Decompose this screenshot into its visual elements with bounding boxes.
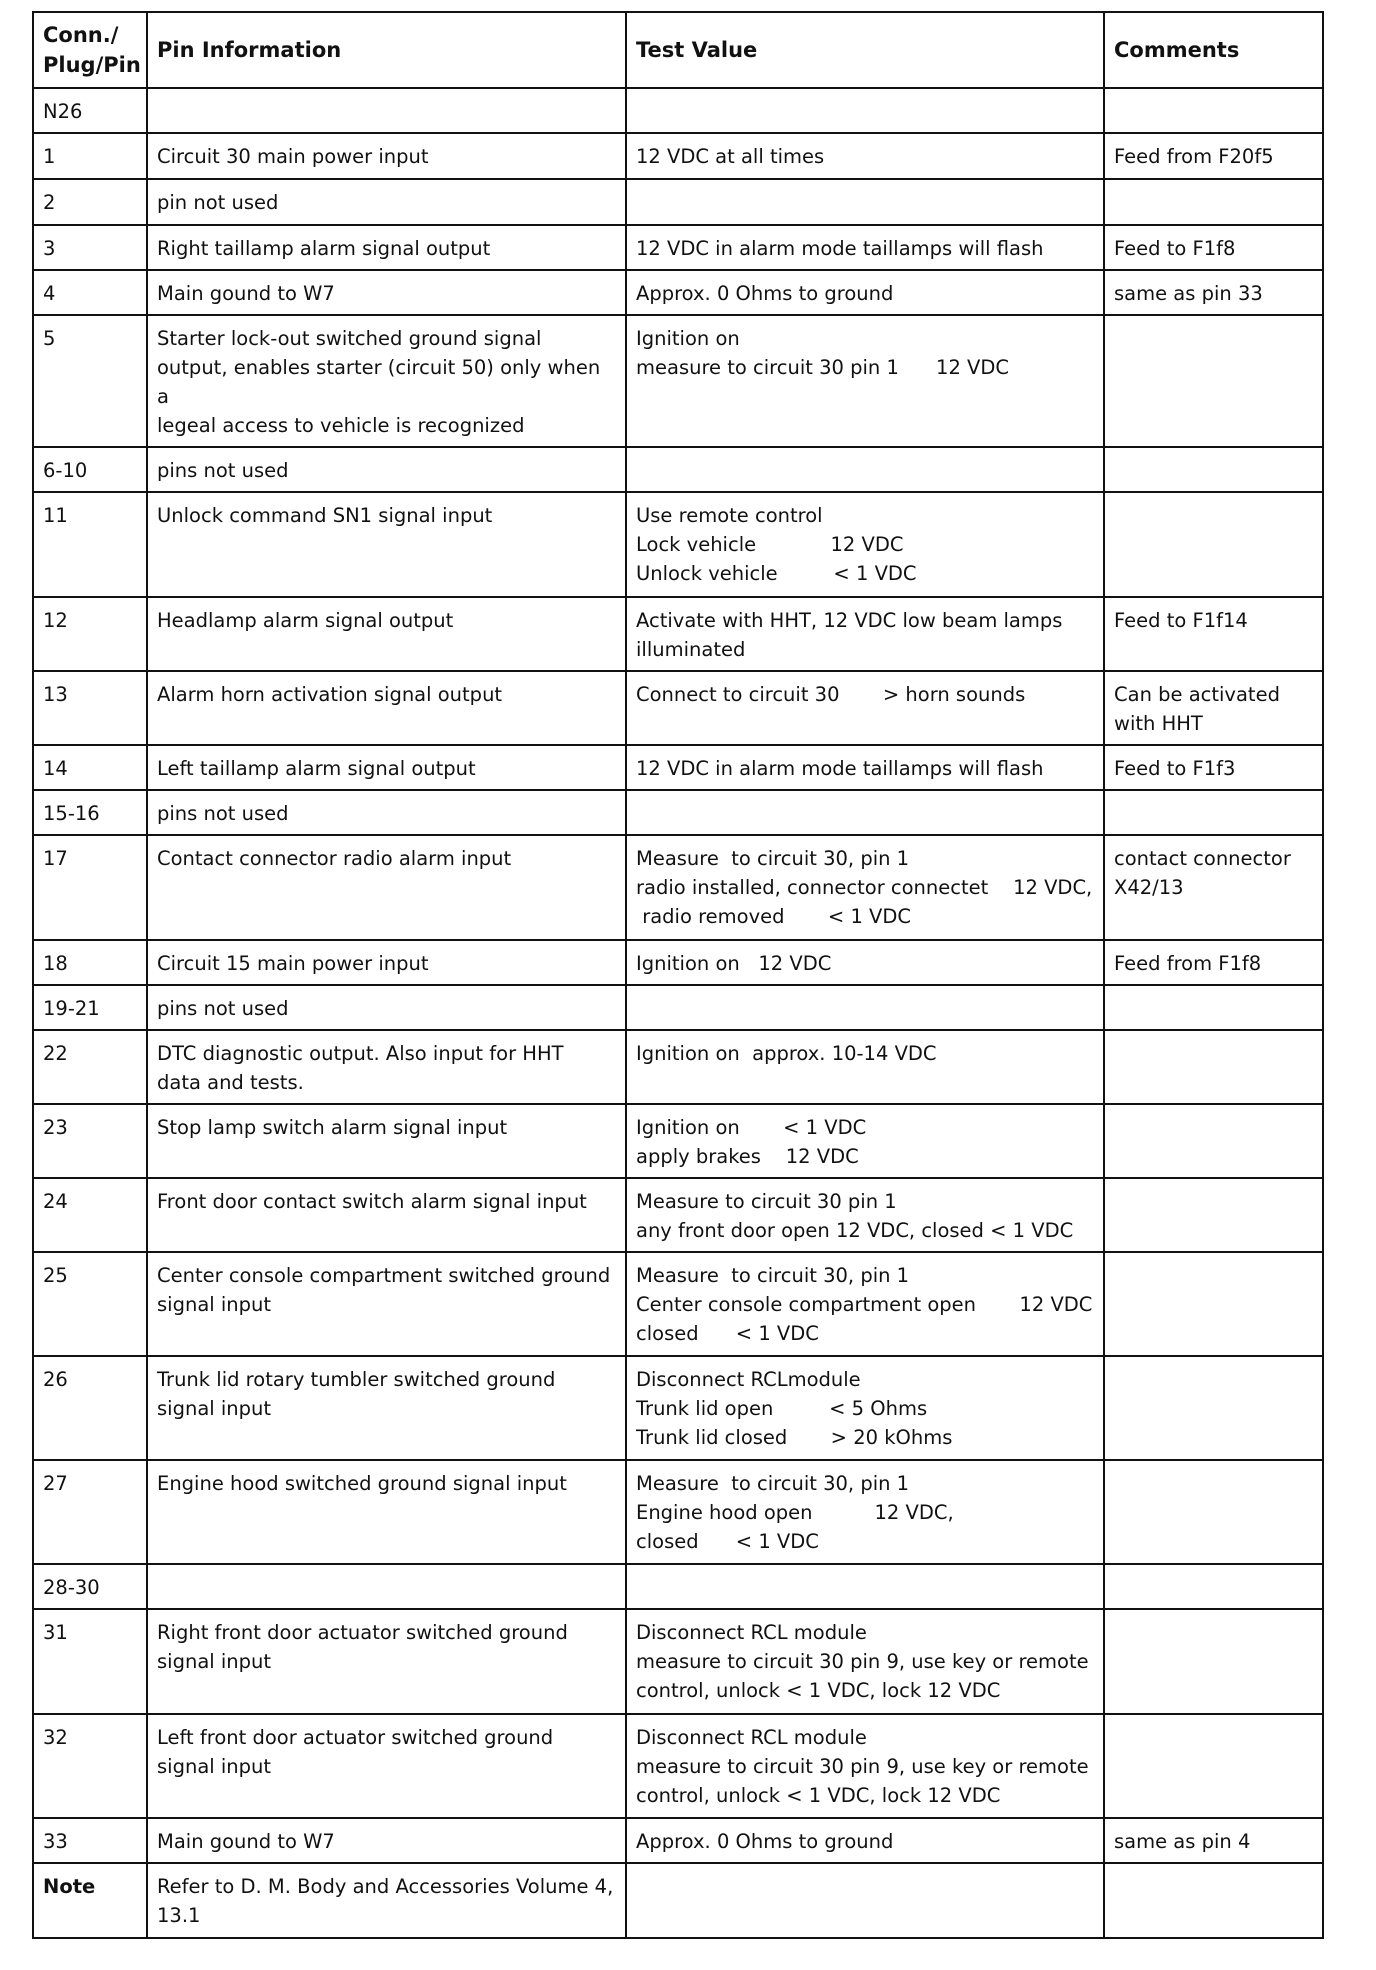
- pin-info-cell: [147, 88, 626, 133]
- test-value-cell: 12 VDC in alarm mode taillamps will flash: [626, 745, 1104, 790]
- comments-cell: Feed from F1f8: [1104, 940, 1323, 985]
- pin-info-cell: pins not used: [147, 790, 626, 835]
- pin-info-cell: Stop lamp switch alarm signal input: [147, 1104, 626, 1178]
- comments-cell: [1104, 985, 1323, 1030]
- comments-cell: [1104, 1564, 1323, 1609]
- header-pin-information: Pin Information: [147, 12, 626, 88]
- comments-cell: [1104, 1460, 1323, 1564]
- pin-info-cell: Unlock command SN1 signal input: [147, 492, 626, 597]
- pin-info-cell: Main gound to W7: [147, 1818, 626, 1863]
- table-row: [33, 447, 1323, 492]
- comments-cell: [1104, 1104, 1323, 1178]
- header-test-value: Test Value: [626, 12, 1104, 88]
- comments-cell: [1104, 1714, 1323, 1818]
- test-value-cell: Measure to circuit 30, pin 1 radio installed, connector connectet 12 VDC, radio removed < 1 VDC: [626, 835, 1104, 940]
- comments-cell: Feed from F20f5: [1104, 133, 1323, 179]
- table-row: [33, 1252, 1323, 1356]
- test-value-cell: Ignition on approx. 10-14 VDC: [626, 1030, 1104, 1104]
- pin-cell: 3: [33, 225, 147, 270]
- test-value-cell: Measure to circuit 30 pin 1 any front door open 12 VDC, closed < 1 VDC: [626, 1178, 1104, 1252]
- pin-info-cell: Engine hood switched ground signal input: [147, 1460, 626, 1564]
- pin-info-cell: Right taillamp alarm signal output: [147, 225, 626, 270]
- table-row: [33, 940, 1323, 985]
- pin-info-cell: Contact connector radio alarm input: [147, 835, 626, 940]
- table-row: [33, 225, 1323, 270]
- pin-cell: 31: [33, 1609, 147, 1714]
- table-row: [33, 88, 1323, 133]
- table-row: [33, 1609, 1323, 1714]
- test-value-cell: Use remote control Lock vehicle 12 VDC Unlock vehicle < 1 VDC: [626, 492, 1104, 597]
- pin-info-cell: Circuit 30 main power input: [147, 133, 626, 179]
- table-row: [33, 835, 1323, 940]
- test-value-cell: Connect to circuit 30 > horn sounds: [626, 671, 1104, 745]
- pin-cell: 12: [33, 597, 147, 671]
- pin-cell: 22: [33, 1030, 147, 1104]
- test-value-cell: Approx. 0 Ohms to ground: [626, 270, 1104, 315]
- test-value-cell: Approx. 0 Ohms to ground: [626, 1818, 1104, 1863]
- pin-info-cell: pin not used: [147, 179, 626, 225]
- pin-cell: 33: [33, 1818, 147, 1863]
- table-row: [33, 671, 1323, 745]
- comments-cell: [1104, 1356, 1323, 1460]
- pin-info-cell: Left taillamp alarm signal output: [147, 745, 626, 790]
- pin-cell: 15-16: [33, 790, 147, 835]
- pin-cell: 24: [33, 1178, 147, 1252]
- pin-cell: 6-10: [33, 447, 147, 492]
- pin-cell: 27: [33, 1460, 147, 1564]
- comments-cell: [1104, 1863, 1323, 1938]
- pin-cell: Note: [33, 1863, 147, 1938]
- comments-cell: [1104, 315, 1323, 447]
- table-row: [33, 315, 1323, 447]
- table-row: [33, 133, 1323, 179]
- test-value-cell: Ignition on measure to circuit 30 pin 1 12 VDC: [626, 315, 1104, 447]
- pin-cell: 13: [33, 671, 147, 745]
- pin-cell: 4: [33, 270, 147, 315]
- comments-cell: [1104, 1252, 1323, 1356]
- test-value-cell: Ignition on 12 VDC: [626, 940, 1104, 985]
- pin-cell: 14: [33, 745, 147, 790]
- comments-cell: [1104, 1178, 1323, 1252]
- pin-cell: 32: [33, 1714, 147, 1818]
- pin-cell: 5: [33, 315, 147, 447]
- pin-cell: 28-30: [33, 1564, 147, 1609]
- table-row: [33, 790, 1323, 835]
- test-value-cell: [626, 88, 1104, 133]
- pin-cell: 25: [33, 1252, 147, 1356]
- table-row: [33, 1714, 1323, 1818]
- test-value-cell: [626, 985, 1104, 1030]
- pin-info-cell: Alarm horn activation signal output: [147, 671, 626, 745]
- pin-cell: 17: [33, 835, 147, 940]
- table-row: [33, 745, 1323, 790]
- test-value-cell: [626, 1564, 1104, 1609]
- test-value-cell: [626, 447, 1104, 492]
- table-row: [33, 1030, 1323, 1104]
- test-value-cell: 12 VDC at all times: [626, 133, 1104, 179]
- header-conn-plug-pin: Conn./ Plug/Pin: [33, 12, 147, 88]
- pin-cell: N26: [33, 88, 147, 133]
- pin-info-cell: Starter lock-out switched ground signal output, enables starter (circuit 50) only when a legeal access to vehicle is recognized: [147, 315, 626, 447]
- comments-cell: same as pin 4: [1104, 1818, 1323, 1863]
- pin-info-cell: Main gound to W7: [147, 270, 626, 315]
- pin-cell: 19-21: [33, 985, 147, 1030]
- table-row: [33, 270, 1323, 315]
- comments-cell: [1104, 790, 1323, 835]
- pin-cell: 18: [33, 940, 147, 985]
- test-value-cell: [626, 179, 1104, 225]
- table-body: [33, 88, 1323, 1938]
- table-row: [33, 1460, 1323, 1564]
- table-row: [33, 1564, 1323, 1609]
- pin-info-cell: Refer to D. M. Body and Accessories Volume 4, 13.1: [147, 1863, 626, 1938]
- table-row: [33, 1104, 1323, 1178]
- pin-cell: 1: [33, 133, 147, 179]
- test-value-cell: 12 VDC in alarm mode taillamps will flash: [626, 225, 1104, 270]
- pin-info-cell: pins not used: [147, 447, 626, 492]
- test-value-cell: Measure to circuit 30, pin 1 Engine hood open 12 VDC, closed < 1 VDC: [626, 1460, 1104, 1564]
- pin-cell: 11: [33, 492, 147, 597]
- comments-cell: [1104, 1030, 1323, 1104]
- table-row: [33, 492, 1323, 597]
- comments-cell: [1104, 1609, 1323, 1714]
- pin-info-cell: pins not used: [147, 985, 626, 1030]
- test-value-cell: Disconnect RCL module measure to circuit 30 pin 9, use key or remote control, unlock < 1 VDC, lock 12 VDC: [626, 1714, 1104, 1818]
- pin-cell: 23: [33, 1104, 147, 1178]
- pin-info-cell: Left front door actuator switched ground signal input: [147, 1714, 626, 1818]
- comments-cell: [1104, 447, 1323, 492]
- pin-cell: 26: [33, 1356, 147, 1460]
- comments-cell: [1104, 88, 1323, 133]
- pin-info-cell: Center console compartment switched ground signal input: [147, 1252, 626, 1356]
- pin-info-cell: Headlamp alarm signal output: [147, 597, 626, 671]
- pin-info-cell: [147, 1564, 626, 1609]
- test-value-cell: Ignition on < 1 VDC apply brakes 12 VDC: [626, 1104, 1104, 1178]
- header-comments: Comments: [1104, 12, 1323, 88]
- test-value-cell: Disconnect RCL module measure to circuit 30 pin 9, use key or remote control, unlock < 1 VDC, lock 12 VDC: [626, 1609, 1104, 1714]
- comments-cell: Can be activated with HHT: [1104, 671, 1323, 745]
- table-row: [33, 1178, 1323, 1252]
- table-row: [33, 179, 1323, 225]
- pin-info-cell: Right front door actuator switched ground signal input: [147, 1609, 626, 1714]
- table-row: [33, 1356, 1323, 1460]
- test-value-cell: Activate with HHT, 12 VDC low beam lamps illuminated: [626, 597, 1104, 671]
- pin-cell: 2: [33, 179, 147, 225]
- comments-cell: Feed to F1f3: [1104, 745, 1323, 790]
- pin-info-cell: Circuit 15 main power input: [147, 940, 626, 985]
- comments-cell: [1104, 179, 1323, 225]
- pin-table-document: [32, 11, 1322, 1939]
- comments-cell: same as pin 33: [1104, 270, 1323, 315]
- table-row: [33, 985, 1323, 1030]
- table-row: [33, 597, 1323, 671]
- comments-cell: [1104, 492, 1323, 597]
- test-value-cell: [626, 790, 1104, 835]
- pin-info-cell: Front door contact switch alarm signal input: [147, 1178, 626, 1252]
- table-row: [33, 1818, 1323, 1863]
- pin-info-cell: DTC diagnostic output. Also input for HHT data and tests.: [147, 1030, 626, 1104]
- comments-cell: contact connector X42/13: [1104, 835, 1323, 940]
- table-header-row: [33, 12, 1323, 88]
- comments-cell: Feed to F1f14: [1104, 597, 1323, 671]
- comments-cell: Feed to F1f8: [1104, 225, 1323, 270]
- pin-information-table: [32, 11, 1324, 1939]
- test-value-cell: Measure to circuit 30, pin 1 Center console compartment open 12 VDC closed < 1 VDC: [626, 1252, 1104, 1356]
- table-row: [33, 1863, 1323, 1938]
- test-value-cell: [626, 1863, 1104, 1938]
- pin-info-cell: Trunk lid rotary tumbler switched ground signal input: [147, 1356, 626, 1460]
- test-value-cell: Disconnect RCLmodule Trunk lid open < 5 Ohms Trunk lid closed > 20 kOhms: [626, 1356, 1104, 1460]
